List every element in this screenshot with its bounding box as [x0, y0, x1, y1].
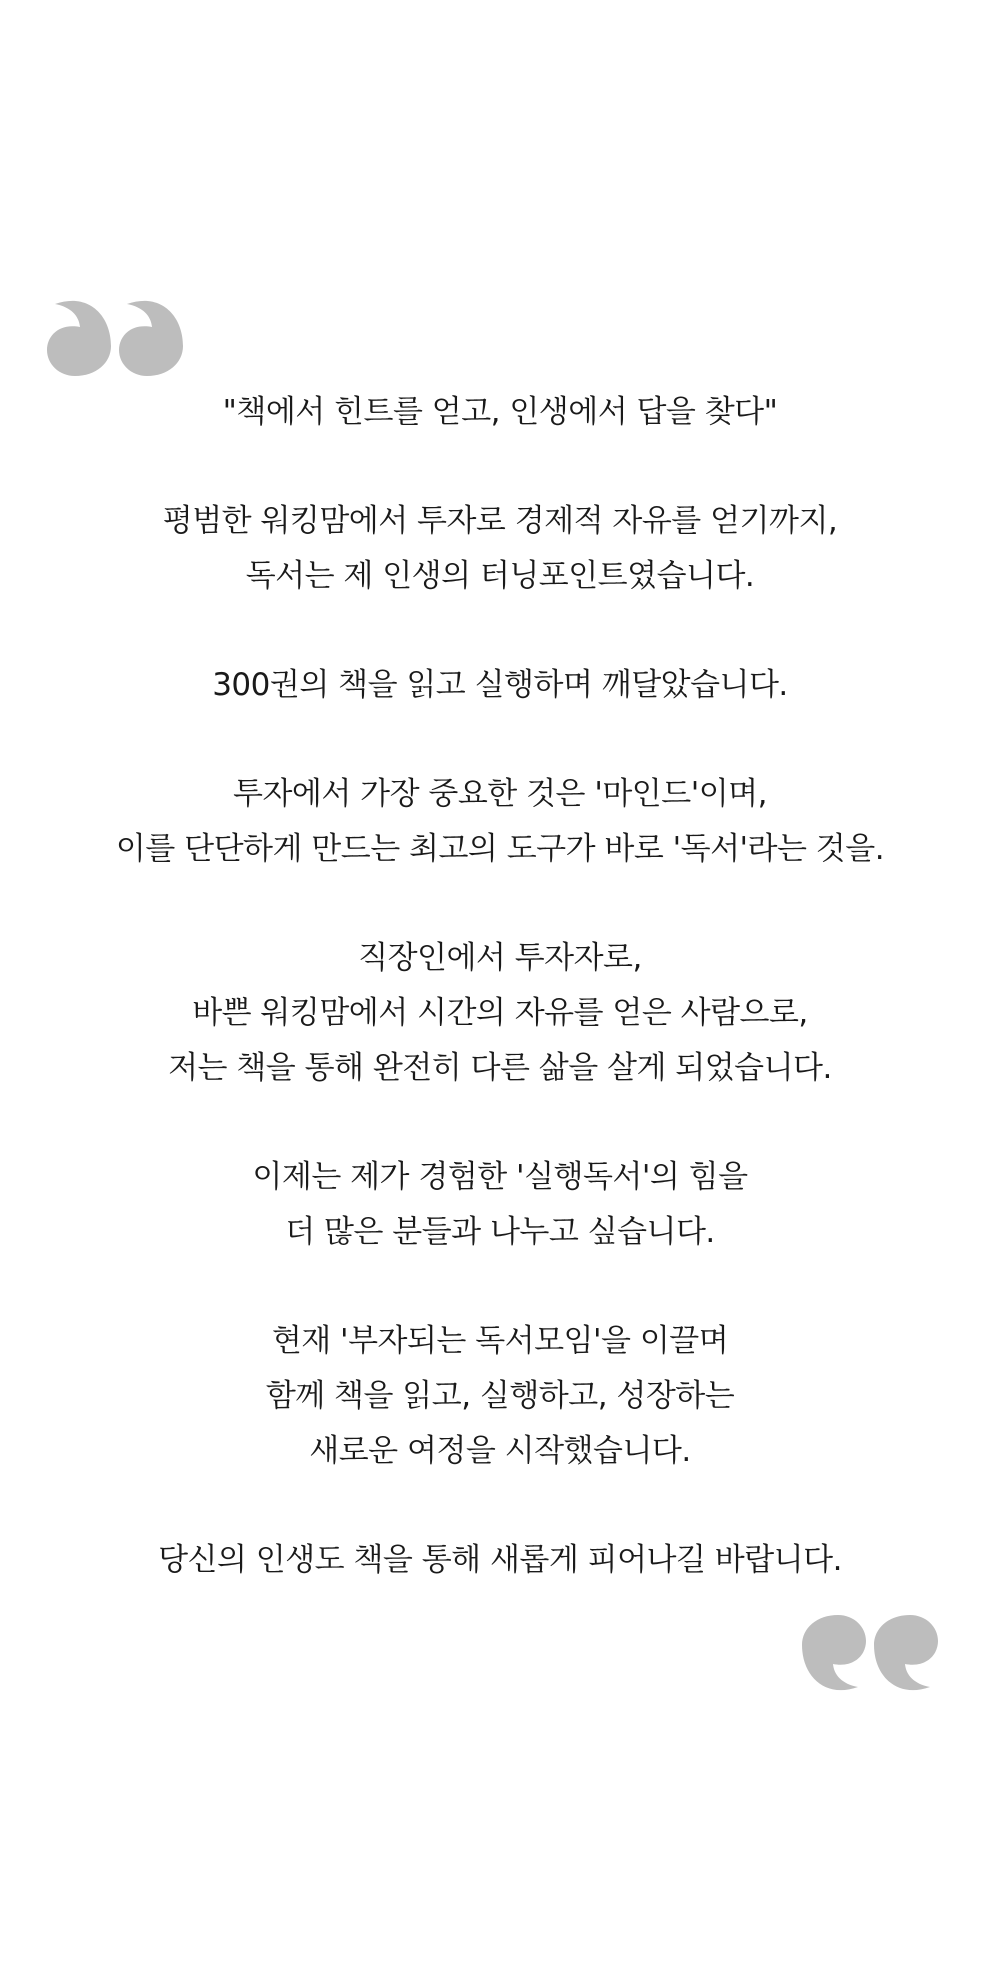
- paragraph-7: [0, 1533, 1000, 1588]
- paragraph-title: [0, 385, 1000, 440]
- quote-title: "책에서 힌트를 얻고, 인생에서 답을 찾다": [222, 394, 778, 430]
- paragraph-1: [0, 494, 1000, 604]
- text-line: 바쁜 워킹맘에서 시간의 자유를 얻은 사람으로,: [192, 995, 808, 1031]
- paragraph-3: [0, 767, 1000, 877]
- text-line: 저는 책을 통해 완전히 다른 삶을 살게 되었습니다.: [168, 1050, 832, 1086]
- text-line: 평범한 워킹맘에서 투자로 경제적 자유를 얻기까지,: [162, 503, 838, 539]
- close-quote-icon: [800, 1605, 940, 1725]
- text-line: 현재 '부자되는 독서모임'을 이끌며: [271, 1323, 729, 1359]
- text-line: 함께 책을 읽고, 실행하고, 성장하는: [265, 1378, 735, 1414]
- paragraph-4: [0, 931, 1000, 1096]
- text-line: 300권의 책을 읽고 실행하며 깨달았습니다.: [212, 667, 788, 703]
- paragraph-6: [0, 1314, 1000, 1479]
- text-line: 직장인에서 투자자로,: [358, 940, 642, 976]
- paragraph-2: [0, 658, 1000, 713]
- text-line: 더 많은 분들과 나누고 싶습니다.: [285, 1214, 715, 1250]
- text-line: 새로운 여정을 시작했습니다.: [309, 1433, 691, 1469]
- text-line: 이제는 제가 경험한 '실행독서'의 힘을: [252, 1159, 748, 1195]
- paragraph-5: [0, 1150, 1000, 1260]
- text-line: 투자에서 가장 중요한 것은 '마인드'이며,: [233, 776, 767, 812]
- text-line: 독서는 제 인생의 터닝포인트였습니다.: [245, 558, 755, 594]
- quote-text-block: [0, 385, 1000, 1588]
- text-line: 이를 단단하게 만드는 최고의 도구가 바로 '독서'라는 것을.: [115, 831, 885, 867]
- text-line: 당신의 인생도 책을 통해 새롭게 피어나길 바랍니다.: [158, 1542, 842, 1578]
